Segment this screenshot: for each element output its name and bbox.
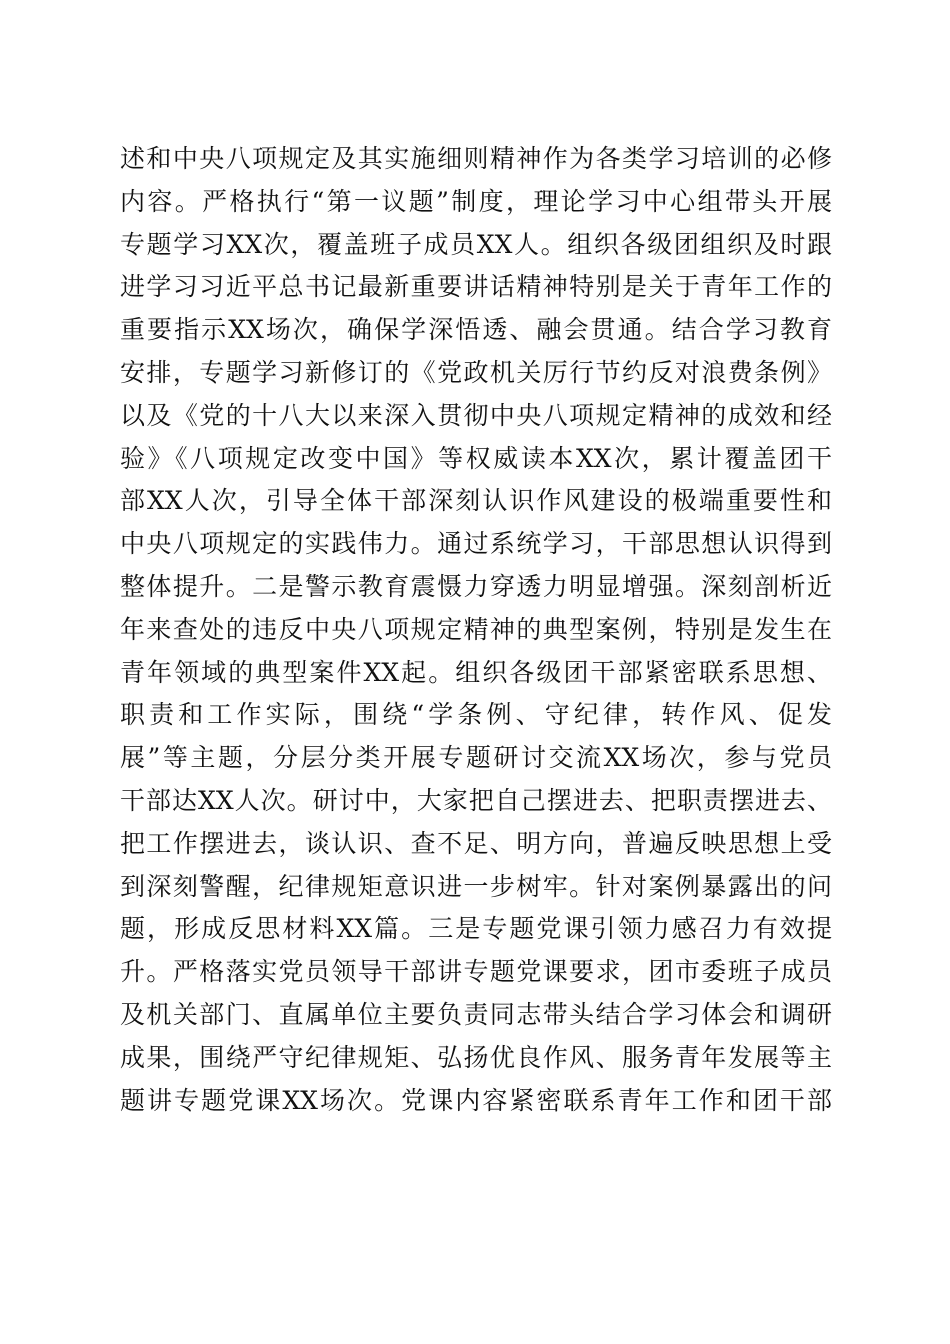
- text-line: 职责和工作实际，围绕“学条例、守纪律，转作风、促发: [120, 700, 832, 730]
- text-line: 部XX人次，引导全体干部深刻认识作风建设的极端重要性和: [120, 486, 832, 516]
- text-line: 升。严格落实党员领导干部讲专题党课要求，团市委班子成员: [120, 957, 832, 987]
- text-line: 干部达XX人次。研讨中，大家把自己摆进去、把职责摆进去、: [120, 785, 832, 815]
- text-line: 安排，专题学习新修订的《党政机关厉行节约反对浪费条例》: [120, 357, 832, 387]
- text-line: 成果，围绕严守纪律规矩、弘扬优良作风、服务青年发展等主: [120, 1042, 832, 1072]
- text-line: 进学习习近平总书记最新重要讲话精神特别是关于青年工作的: [120, 272, 832, 302]
- text-line: 验》《八项规定改变中国》等权威读本XX次，累计覆盖团干: [120, 443, 832, 473]
- text-line: 题讲专题党课XX场次。党课内容紧密联系青年工作和团干部: [120, 1085, 832, 1115]
- text-line: 展”等主题，分层分类开展专题研讨交流XX场次，参与党员: [120, 743, 832, 773]
- text-line: 青年领域的典型案件XX起。组织各级团干部紧密联系思想、: [120, 657, 832, 687]
- text-line: 内容。严格执行“第一议题”制度，理论学习中心组带头开展: [120, 186, 832, 216]
- text-line: 述和中央八项规定及其实施细则精神作为各类学习培训的必修: [120, 144, 832, 173]
- text-line: 把工作摆进去，谈认识、查不足、明方向，普遍反映思想上受: [120, 828, 832, 858]
- text-line: 专题学习XX次，覆盖班子成员XX人。组织各级团组织及时跟: [120, 229, 832, 259]
- body-paragraph: [120, 138, 832, 1122]
- text-line: 中央八项规定的实践伟力。通过系统学习，干部思想认识得到: [120, 529, 832, 559]
- text-line: 到深刻警醒，纪律规矩意识进一步树牢。针对案例暴露出的问: [120, 871, 832, 901]
- text-line: 重要指示XX场次，确保学深悟透、融会贯通。结合学习教育: [120, 315, 832, 345]
- text-line: 及机关部门、直属单位主要负责同志带头结合学习体会和调研: [120, 999, 832, 1029]
- text-line: 年来查处的违反中央八项规定精神的典型案例，特别是发生在: [120, 614, 832, 644]
- text-line: 以及《党的十八大以来深入贯彻中央八项规定精神的成效和经: [120, 400, 832, 430]
- text-line: 整体提升。二是警示教育震慑力穿透力明显增强。深刻剖析近: [120, 571, 832, 601]
- text-line: 题，形成反思材料XX篇。三是专题党课引领力感召力有效提: [120, 914, 832, 944]
